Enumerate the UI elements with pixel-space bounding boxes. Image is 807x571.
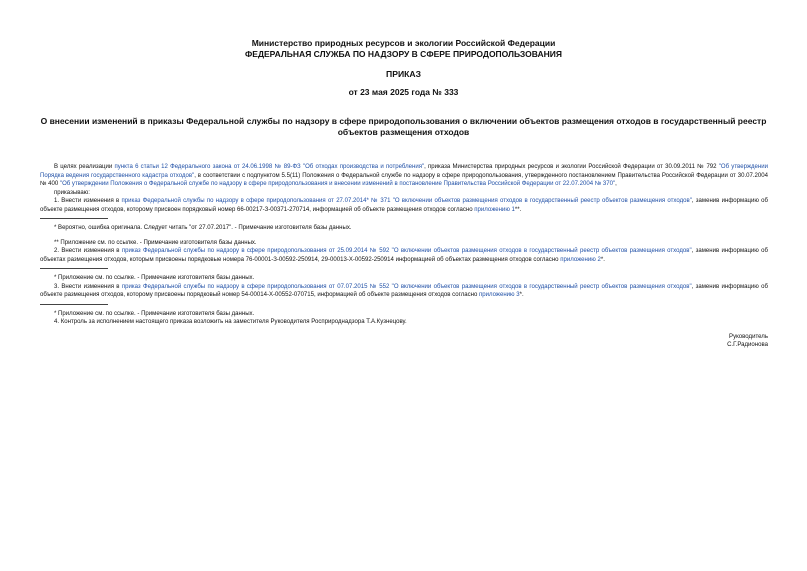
item-3-text-2: , заменив информацию об объекте размещения отходов, которому присвоены порядковый номер 54-00014-Х-00552-070715, информацией об объекте размещения отходов согласно: [40, 283, 768, 298]
item-2-text-1: 2. Внести изменения в: [54, 248, 122, 254]
item-1: [40, 197, 768, 214]
intro-paragraph: [40, 163, 768, 189]
signature-name: С.Г.Радионова: [727, 342, 768, 348]
item-1-text-1: 1. Внести изменения в: [54, 198, 122, 204]
service-name: ФЕДЕРАЛЬНАЯ СЛУЖБА ПО НАДЗОРУ В СФЕРЕ ПРИРОДОПОЛЬЗОВАНИЯ: [245, 49, 562, 59]
link-appendix-1[interactable]: приложению 1: [474, 206, 515, 213]
document-subject: О внесении изменений в приказы Федеральной службы по надзору в сфере природопользования о включении объектов размещения отходов в государственный реестр объектов размещения отходов: [40, 116, 767, 137]
footnote-separator: [40, 268, 108, 269]
link-federal-law-89[interactable]: пункта 6 статьи 12 Федерального закона от 24.06.1998 № 89-ФЗ "Об отходах производства и потребления": [114, 164, 425, 170]
intro-text-4: ,: [615, 181, 617, 187]
document-date-number: от 23 мая 2025 года № 333: [348, 87, 459, 97]
document-type: ПРИКАЗ: [386, 69, 421, 79]
footnote-2: * Приложение см. по ссылке. - Примечание изготовителя базы данных.: [54, 275, 255, 281]
item-3-text-3: *.: [519, 292, 524, 298]
link-order-371[interactable]: приказ Федеральной службы по надзору в сфере природопользования от 27.07.2014* № 371 "О включении объектов размещения отходов в государственный реестр объектов размещения отходов": [121, 198, 692, 204]
footnote-separator: [40, 218, 108, 219]
item-1-text-2: , заменив информацию об объекте размещения отходов, которому присвоен порядковый номер 66-00217-З-00371-270714, информацией об объекте размещения отходов согласно: [40, 198, 769, 213]
link-cadastre-order[interactable]: "Об утверждении Порядка ведения государственного кадастра отходов": [40, 164, 768, 179]
item-3-text-1: 3. Внести изменения в: [54, 283, 122, 290]
item-1-text-3: **.: [514, 206, 522, 213]
link-order-592[interactable]: приказ Федеральной службы по надзору в сфере природопользования от 25.09.2014 № 592 "О включении объектов размещения отходов в государственный реестр объектов размещения отходов": [121, 248, 692, 254]
intro-text-1: В целях реализации: [54, 164, 115, 170]
footnote-1a: * Вероятно, ошибка оригинала. Следует читать "от 27.07.2017". - Примечание изготовителя базы данных.: [54, 225, 352, 231]
footnote-1b: ** Приложение см. по ссылке. - Примечание изготовителя базы данных.: [54, 239, 257, 246]
link-appendix-2[interactable]: приложению 2: [560, 256, 601, 263]
item-4: 4. Контроль за исполнением настоящего приказа возложить на заместителя Руководителя Росприроднадзора Т.А.Кузнецову.: [54, 319, 407, 325]
item-2-text-2: , заменив информацию об объектах размещения отходов, которым присвоены порядковые номера 76-00001-З-00592-250914, 29-00013-Х-00592-250914 информацией об объектах размещения отходов согласно: [40, 248, 768, 263]
signature-title: Руководитель: [729, 333, 768, 340]
ministry-name: Министерство природных ресурсов и экологии Российской Федерации: [251, 38, 556, 48]
link-order-552[interactable]: приказ Федеральной службы по надзору в сфере природопользования от 07.07.2015 № 552 "О включении объектов размещения отходов в государственный реестр объектов размещения отходов": [121, 283, 692, 290]
intro-text-3: , в соответствии с подпунктом 5.5(11) Положения о Федеральной службе по надзору в сфере природопользования, утвержденного постановлением Правительства Российской Федерации от 30.07.2004 № 400: [40, 172, 768, 187]
document-body: [40, 163, 768, 350]
link-appendix-3[interactable]: приложению 3: [479, 292, 520, 298]
item-2: [40, 247, 768, 264]
footnote-3: * Приложение см. по ссылке. - Примечание изготовителя базы данных.: [54, 310, 255, 317]
item-3: [40, 283, 768, 300]
intro-text-2: , приказа Министерства природных ресурсов и экологии Российской Федерации от 30.09.2011 № 792: [424, 164, 719, 170]
order-word: приказываю:: [54, 189, 90, 196]
item-2-text-3: *.: [600, 256, 605, 263]
link-government-decree-400[interactable]: "Об утверждении Положения о Федеральной службе по надзору в сфере природопользования и внесении изменений в постановление Правительства Российской Федерации от 22.07.2004 № 370": [59, 181, 616, 187]
footnote-separator: [40, 304, 108, 305]
